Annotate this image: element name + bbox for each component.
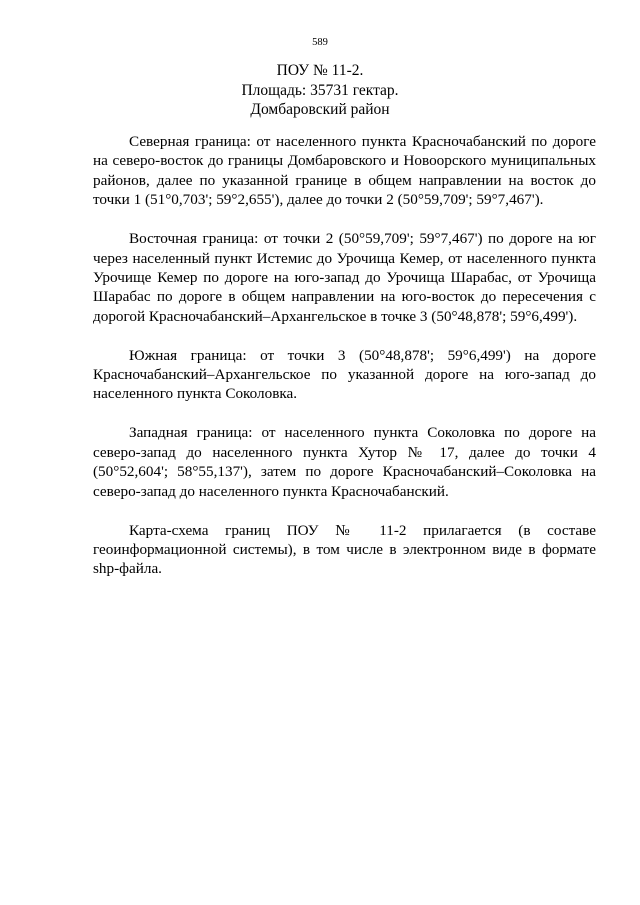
southern-boundary-paragraph: Южная граница: от точки 3 (50°48,878'; 59°6,499') на дороге Красночабанский–Архангельское по указанной дороге на юго-запад до населенного пункта Соколовка. — [93, 346, 596, 403]
page-number: 589 — [312, 37, 328, 48]
district-line: Домбаровский район — [250, 101, 390, 118]
area-line: Площадь: 35731 гектар. — [241, 81, 399, 99]
eastern-boundary-paragraph: Восточная граница: от точки 2 (50°59,709'; 59°7,467') по дороге на юг через населенный пункт Истемис до Урочища Кемер, от населенного пункта Урочище Кемер по дороге на юго-запад до Урочища Шарабас, от Урочища Шарабас по дороге в общем направлении на юго-восток до пересечения с дорогой Красночабанский–Архангельское в точке 3 (50°48,878'; 59°6,499'). — [93, 230, 596, 325]
document-title: ПОУ № 11-2. — [276, 62, 364, 79]
document-body — [93, 132, 596, 598]
document-header — [0, 61, 640, 120]
western-boundary-paragraph: Западная граница: от населенного пункта Соколовка по дороге на северо-запад до населенного пункта Хутор № 17, далее до точки 4 (50°52,604'; 58°55,137'), затем по дороге Красночабанский–Соколовка на северо-запад до населенного пункта Красночабанский. — [93, 424, 596, 500]
map-scheme-paragraph: Карта-схема границ ПОУ № 11-2 прилагается (в составе геоинформационной системы), в том числе в электронном виде в формате shp-файла. — [93, 521, 596, 578]
northern-boundary-paragraph: Северная граница: от населенного пункта Красночабанский по дороге на северо-восток до границы Домбаровского и Новоорского муниципальных районов, далее по указанной границе в общем направлении на восток до точки 1 (51°0,703'; 59°2,655'), далее до точки 2 (50°59,709'; 59°7,467'). — [93, 133, 596, 209]
